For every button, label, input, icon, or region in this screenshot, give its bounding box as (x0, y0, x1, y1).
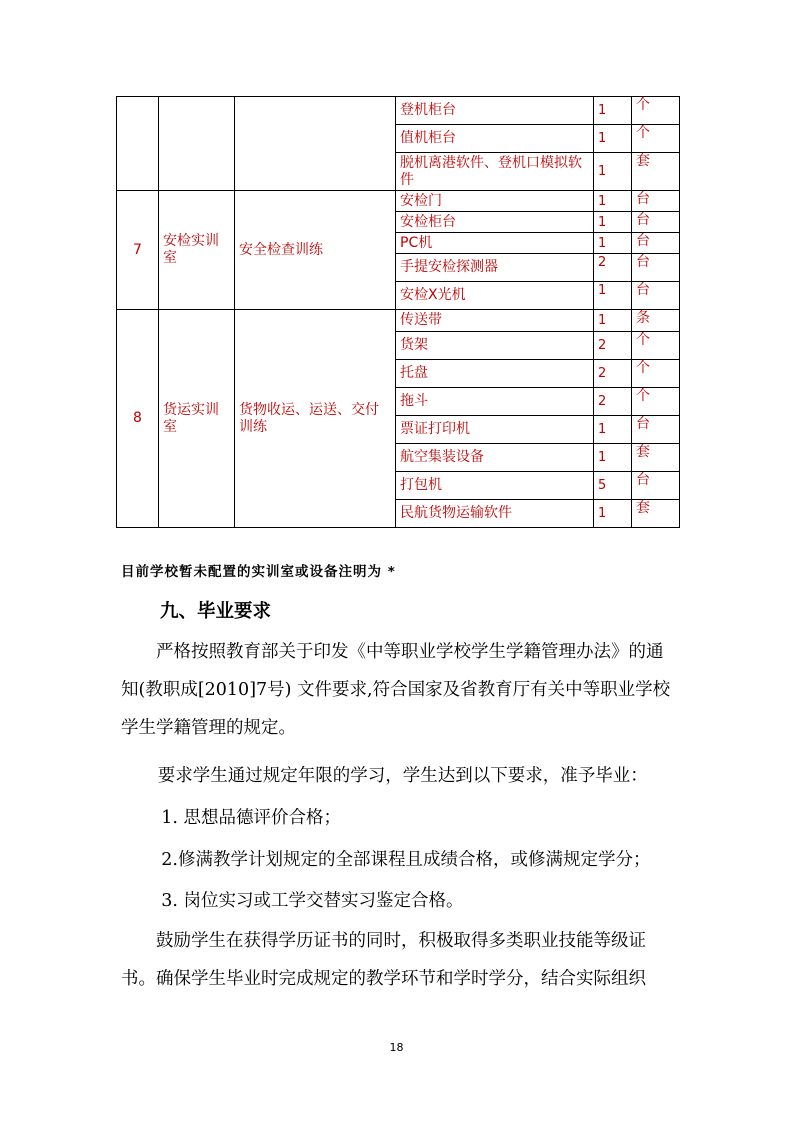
page-number: 18 (389, 1041, 404, 1054)
section-heading: 九、毕业要求 (160, 601, 272, 622)
equipment-qty: 1 (594, 212, 632, 233)
equipment-name: 航空集装设备 (396, 444, 594, 472)
equipment-name: 安检门 (396, 191, 594, 212)
equipment-unit: 套 (632, 500, 680, 528)
equipment-name: 拖斗 (396, 388, 594, 416)
equipment-unit: 套 (632, 444, 680, 472)
equipment-qty: 2 (594, 360, 632, 388)
equipment-name: 安检X光机 (396, 282, 594, 310)
equipment-name: 货架 (396, 332, 594, 360)
equipment-name: 民航货物运输软件 (396, 500, 594, 528)
table-row (117, 191, 680, 212)
equipment-name: 托盘 (396, 360, 594, 388)
equipment-unit: 台 (632, 191, 680, 212)
body-paragraph: 要求学生通过规定年限的学习，学生达到以下要求，准予毕业： (157, 766, 648, 786)
equipment-qty: 2 (594, 388, 632, 416)
room-name: 安检实训室 (159, 191, 235, 310)
list-item: 1. 思想品德评价合格； (161, 808, 342, 828)
equipment-name: 手提安检探测器 (396, 254, 594, 282)
equipment-qty: 2 (594, 332, 632, 360)
equipment-name: 传送带 (396, 310, 594, 332)
equipment-unit: 台 (632, 472, 680, 500)
equipment-table-body (117, 97, 680, 528)
room-name (159, 97, 235, 191)
equipment-qty: 1 (594, 97, 632, 125)
equipment-unit: 个 (632, 360, 680, 388)
table-row (117, 310, 680, 332)
equipment-unit: 个 (632, 97, 680, 125)
training-purpose (235, 97, 396, 191)
equipment-qty: 5 (594, 472, 632, 500)
equipment-qty: 1 (594, 416, 632, 444)
equipment-qty: 1 (594, 282, 632, 310)
equipment-unit: 台 (632, 282, 680, 310)
equipment-qty: 1 (594, 153, 632, 191)
row-number (117, 97, 159, 191)
equipment-unit: 套 (632, 153, 680, 191)
training-purpose: 安全检查训练 (235, 191, 396, 310)
equipment-name: 打包机 (396, 472, 594, 500)
equipment-qty: 1 (594, 310, 632, 332)
equipment-name: 脱机离港软件、登机口模拟软件 (396, 153, 594, 191)
equipment-unit: 个 (632, 125, 680, 153)
equipment-name: 票证打印机 (396, 416, 594, 444)
equipment-unit: 个 (632, 388, 680, 416)
equipment-qty: 1 (594, 125, 632, 153)
table-row (117, 97, 680, 125)
list-item: 2.修满教学计划规定的全部课程且成绩合格，或修满规定学分； (161, 850, 651, 870)
list-item: 3. 岗位实习或工学交替实习鉴定合格。 (161, 891, 464, 911)
equipment-qty: 1 (594, 233, 632, 254)
equipment-name: PC机 (396, 233, 594, 254)
row-number: 8 (117, 310, 159, 528)
equipment-table (116, 96, 680, 528)
equipment-qty: 1 (594, 444, 632, 472)
equipment-unit: 个 (632, 332, 680, 360)
equipment-unit: 台 (632, 233, 680, 254)
equipment-qty: 1 (594, 500, 632, 528)
equipment-name: 登机柜台 (396, 97, 594, 125)
equipment-name: 值机柜台 (396, 125, 594, 153)
equipment-unit: 台 (632, 254, 680, 282)
training-purpose: 货物收运、运送、交付训练 (235, 310, 396, 528)
row-number: 7 (117, 191, 159, 310)
room-name: 货运实训室 (159, 310, 235, 528)
equipment-qty: 2 (594, 254, 632, 282)
equipment-unit: 台 (632, 416, 680, 444)
equipment-name: 安检柜台 (396, 212, 594, 233)
body-paragraph: 鼓励学生在获得学历证书的同时，积极取得多类职业技能等级证书。确保学生毕业时完成规定的教学环节和学时学分，结合实际组织 (121, 931, 646, 989)
equipment-qty: 1 (594, 191, 632, 212)
table-footnote: 目前学校暂未配置的实训室或设备注明为 * (121, 564, 396, 580)
equipment-unit: 条 (632, 310, 680, 332)
body-paragraph: 严格按照教育部关于印发《中等职业学校学生学籍管理办法》的通知(教职成[2010]7号) 文件要求,符合国家及省教育厅有关中等职业学校学生学籍管理的规定。 (121, 642, 671, 738)
equipment-unit: 台 (632, 212, 680, 233)
